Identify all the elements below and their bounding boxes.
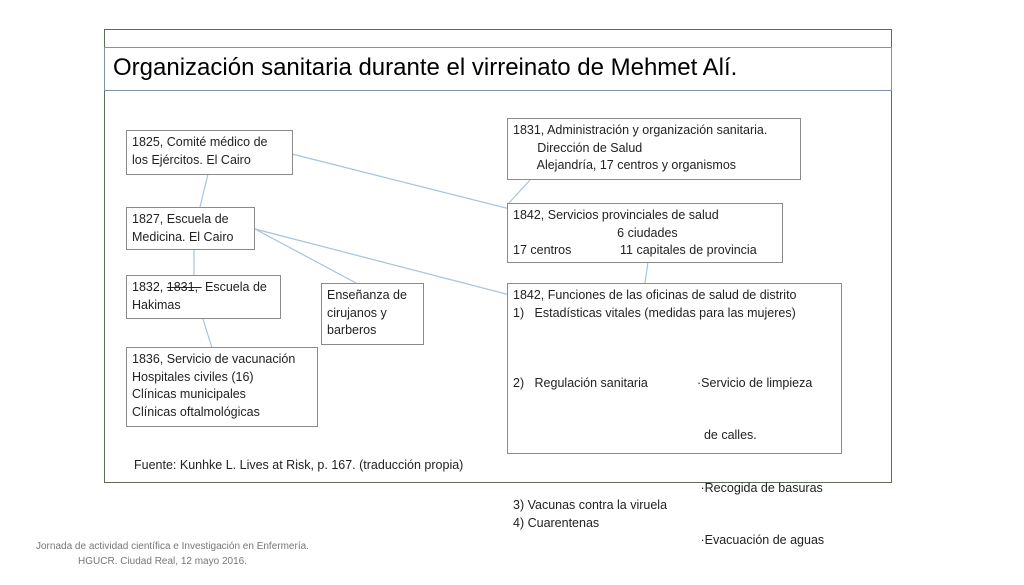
- funciones-sub-3: ·Recogida de basuras: [697, 480, 823, 495]
- cirujanos-line-2: cirujanos y: [327, 305, 387, 320]
- box-administracion: [507, 118, 801, 180]
- funciones-sub-2: de calles.: [697, 428, 757, 442]
- administracion-line-3: Alejandría, 17 centros y organismos: [513, 158, 737, 172]
- box-funciones-oficinas: [507, 283, 842, 547]
- funciones-item-1: 1) Estadísticas vitales (medidas para las mujeres): [513, 305, 796, 320]
- provinciales-line-3: 17 centros 11 capitales de provincia: [513, 243, 757, 257]
- connector-comite-provinciales: [292, 154, 510, 209]
- connector-comite-escuela: [200, 174, 208, 207]
- funciones-sublist: [697, 340, 824, 585]
- provinciales-line-2: 6 ciudades: [513, 225, 678, 240]
- funciones-spacer: [513, 322, 836, 340]
- slide-title: Organización sanitaria durante el virreinato de Mehmet Alí.: [113, 54, 738, 81]
- footer-line-2: HGUCR. Ciudad Real, 12 mayo 2016.: [78, 556, 247, 567]
- vacunacion-line-1: 1836, Servicio de vacunación: [132, 352, 296, 366]
- comite-line-1: 1825, Comité médico de: [132, 135, 268, 149]
- funciones-item-2: 2) Regulación sanitaria: [513, 375, 648, 390]
- escuela-line-2: Medicina. El Cairo: [132, 229, 234, 244]
- box-servicios-provinciales: [507, 203, 783, 263]
- comite-line-2: los Ejércitos. El Cairo: [132, 152, 251, 167]
- escuela-line-1: 1827, Escuela de: [132, 212, 229, 226]
- funciones-title: 1842, Funciones de las oficinas de salud de distrito: [513, 288, 797, 302]
- funciones-item-3: 3) Vacunas contra la viruela: [513, 498, 668, 512]
- funciones-sub-4: ·Evacuación de aguas: [697, 533, 825, 547]
- vacunacion-line-4: Clínicas oftalmológicas: [132, 404, 260, 419]
- vacunacion-line-2: Hospitales civiles (16): [132, 369, 254, 384]
- hakimas-line-1: [132, 279, 275, 297]
- cirujanos-line-3: barberos: [327, 323, 377, 337]
- funciones-item-4: 4) Cuarentenas: [513, 515, 600, 530]
- hakimas-struck-year: 1831,: [166, 280, 202, 294]
- administracion-line-1: 1831, Administración y organización sanitaria.: [513, 123, 768, 137]
- administracion-line-2: Dirección de Salud: [513, 140, 643, 155]
- hakimas-year: 1832,: [132, 280, 167, 294]
- vacunacion-line-3: Clínicas municipales: [132, 387, 246, 401]
- connector-provinciales-funciones: [645, 262, 648, 283]
- hakimas-label: Escuela de: [201, 280, 267, 294]
- box-servicio-vacunacion: [126, 347, 318, 427]
- box-comite-medico: [126, 130, 293, 175]
- footer-line-1: Jornada de actividad científica e Investigación en Enfermería.: [36, 541, 309, 552]
- cirujanos-line-1: Enseñanza de: [327, 288, 407, 302]
- funciones-sub-1: ·Servicio de limpieza: [697, 375, 813, 390]
- connector-admin-provinciales: [509, 180, 530, 203]
- connector-hakimas-vacunacion: [203, 319, 212, 348]
- provinciales-line-1: 1842, Servicios provinciales de salud: [513, 208, 719, 222]
- box-ensenanza-cirujanos: [321, 283, 424, 345]
- box-escuela-hakimas: [126, 275, 281, 319]
- box-escuela-medicina: [126, 207, 255, 250]
- source-note: Fuente: Kunhke L. Lives at Risk, p. 167. (traducción propia): [134, 458, 464, 472]
- hakimas-line-2: Hakimas: [132, 297, 181, 312]
